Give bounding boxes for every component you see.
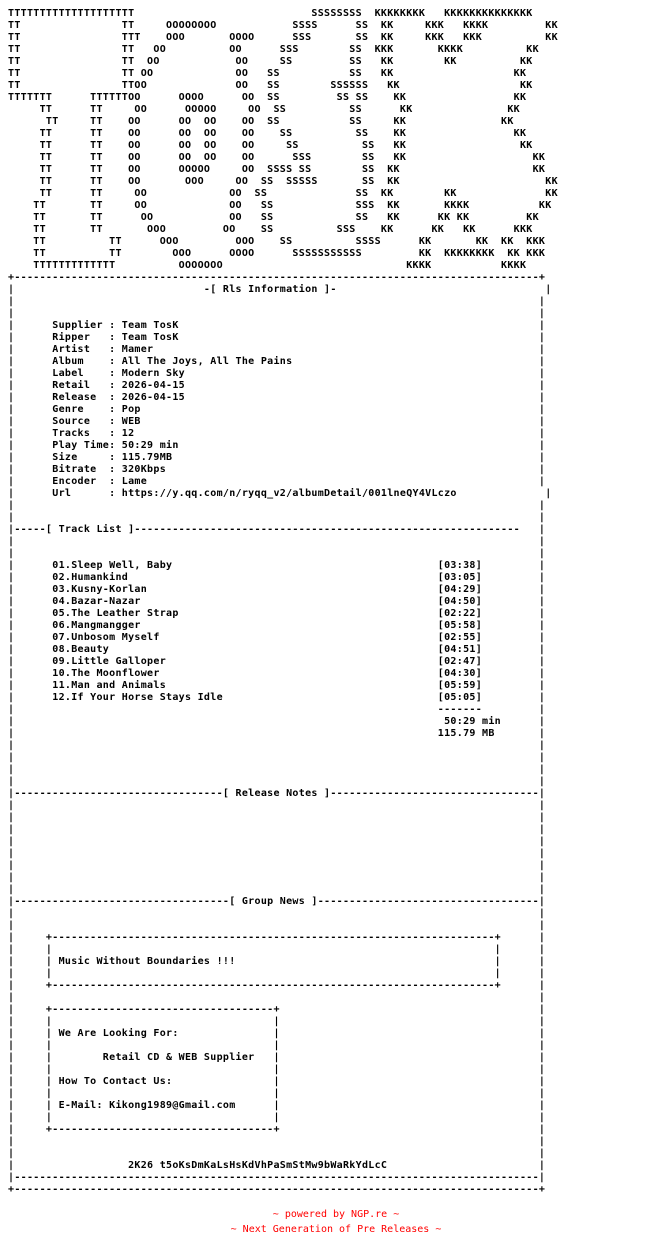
nfo-line: | ------- | [8,704,546,715]
nfo-line: | 03.Kusny-Korlan [04:29] | [8,584,546,595]
nfo-line: | | | | [8,1088,546,1099]
nfo-line: | Genre : Pop | [8,404,546,415]
nfo-line: | 12.If Your Horse Stays Idle [05:05] | [8,692,546,703]
nfo-line: | 05.The Leather Strap [02:22] | [8,608,546,619]
nfo-line: | Ripper : Team TosK | [8,332,546,343]
nfo-line: | | [8,992,546,1003]
nfo-line: TT TT OO OO OO OO SSS SS KK KK [8,152,546,163]
powered-by-footer: ~ powered by NGP.re ~ [272,1209,400,1220]
nfo-line: | +-----------------------------------+ | [8,1124,546,1135]
nfo-line: | Encoder : Lame | [8,476,546,487]
nfo-line: +-----------------------------------------------------------------------------------+ [8,272,546,283]
nfo-line: | | [8,1136,546,1147]
nfo-line: TT TT OO OO SS SSS KK KKKK KK [8,200,552,211]
nfo-line: TT TT OO OO SS SS KK KK KK KK [8,212,539,223]
nfo-line: | 06.Mangmangger [05:58] | [8,620,546,631]
nfo-line: | | [8,1148,546,1159]
nfo-line: | 02.Humankind [03:05] | [8,572,546,583]
nfo-line: TT TT OOOOOOOO SSSS SS KK KKK KKKK KK [8,20,558,31]
nfo-line: TT TT OOO OO SS SSS KK KK KK KKK [8,224,533,235]
nfo-line: | Artist : Mamer | [8,344,546,355]
nfo-line: | | | | [8,1040,546,1051]
nfo-line: | | [8,296,546,307]
nfo-line: | Album : All The Joys, All The Pains | [8,356,546,367]
nfo-line: | | [8,308,546,319]
nfo-line: +-----------------------------------------------------------------------------------+ [8,1184,546,1195]
nfo-line: TT TT OO OO SS SS KK KK KK [8,56,533,67]
nfo-line: | Size : 115.79MB | [8,452,546,463]
nfo-line: | | [8,860,546,871]
nfo-line: | | How To Contact Us: | | [8,1076,546,1087]
nfo-line: | 08.Beauty [04:51] | [8,644,546,655]
nfo-line: | | [8,800,546,811]
nfo-line: | | [8,824,546,835]
nfo-line: | | [8,908,546,919]
nfo-line: | | [8,776,546,787]
nfo-line: TT TT OO OO SS SS KK KK KK [8,188,558,199]
nfo-line: |---------------------------------[ Release Notes ]---------------------------------| [8,788,546,799]
nfo-line: |-----------------------------------------------------------------------------------| [8,1172,546,1183]
nfo-line: | Play Time: 50:29 min | [8,440,546,451]
nfo-line: | | | | [8,944,546,955]
nfo-line: | | [8,920,546,931]
nfo-line: | +-----------------------------------+ | [8,1004,546,1015]
nfo-line: | 01.Sleep Well, Baby [03:38] | [8,560,546,571]
nfo-line: | 04.Bazar-Nazar [04:50] | [8,596,546,607]
nfo-line: | 10.The Moonflower [04:30] | [8,668,546,679]
nfo-line: | 09.Little Galloper [02:47] | [8,656,546,667]
nfo-line: | +----------------------------------------------------------------------+ | [8,932,546,943]
nfo-line: | | | | [8,1064,546,1075]
nfo-line: | | | | [8,968,546,979]
nfo-line: TT TT OO OOO OO SS SSSSS SS KK KK [8,176,558,187]
nfo-line: | | | | [8,1016,546,1027]
nfo-line: TTTTTTT TTTTTTOO OOOO OO SS SS SS KK KK [8,92,527,103]
nfo-line: | 2K26 t5oKsDmKaLsHsKdVhPaSmStMw9bWaRkYdLcC | [8,1160,546,1171]
nfo-line: | Release : 2026-04-15 | [8,392,546,403]
nfo-line: | | We Are Looking For: | | [8,1028,546,1039]
nfo-line: | 50:29 min | [8,716,546,727]
nfo-line: | | [8,836,546,847]
nfo-line: TT TT OO OOOOO OO SS SS KK KK [8,104,520,115]
nfo-line: TT TTT OOO OOOO SSS SS KK KKK KKK KK [8,32,558,43]
nfo-line: | +----------------------------------------------------------------------+ | [8,980,546,991]
nfo-line: | Source : WEB | [8,416,546,427]
nfo-line: | Tracks : 12 | [8,428,546,439]
nfo-line: | Supplier : Team TosK | [8,320,546,331]
nfo-line: TT TT OO OO OO OO SS SS KK KK [8,140,533,151]
nfo-line: | 115.79 MB | [8,728,546,739]
nfo-line: | 11.Man and Animals [05:59] | [8,680,546,691]
nfo-line: |-----[ Track List ]------------------------------------------------------------- | [8,524,546,535]
nfo-line: |----------------------------------[ Group News ]-----------------------------------| [8,896,546,907]
nfo-line: | Retail : 2026-04-15 | [8,380,546,391]
nfo-line: | | Music Without Boundaries !!! | | [8,956,546,967]
nfo-line: | | [8,764,546,775]
nfo-line: | | [8,812,546,823]
nfo-line: | | [8,740,546,751]
nfo-line: | Label : Modern Sky | [8,368,546,379]
nfo-line: TT TT OO OO OO OO SS SS KK KK [8,128,527,139]
nfo-line: | | [8,548,546,559]
nfo-line: | -[ Rls Information ]- | [8,284,552,295]
nfo-text-block [8,8,558,1196]
nfo-line: | | Retail CD & WEB Supplier | | [8,1052,546,1063]
nfo-line: TTTTTTTTTTTTTTTTTTTT SSSSSSSS KKKKKKKK KKKKKKKKKKKKKK [8,8,533,19]
nfo-line: | | [8,872,546,883]
nfo-line: TT TT OO OOOOO OO SSSS SS SS KK KK [8,164,546,175]
nfo-line: | Bitrate : 320Kbps | [8,464,546,475]
nfo-line: | Url : https://y.qq.com/n/ryqq_v2/albumDetail/001lneQY4VLczo | [8,488,552,499]
nfo-line: TT TT OO OO SS SS KK KK [8,68,527,79]
nfo-line: | | [8,884,546,895]
nfo-line: | | E-Mail: Kikong1989@Gmail.com | | [8,1100,546,1111]
nfo-line: TTTTTTTTTTTTT OOOOOOO KKKK KKKK [8,260,527,271]
nfo-line: | | [8,512,546,523]
nfo-line: TT TT OOO OOOO SSSSSSSSSSS KK KKKKKKKK KK KKK [8,248,546,259]
nfo-line: | | [8,536,546,547]
tagline-footer: ~ Next Generation of Pre Releases ~ [230,1224,442,1235]
nfo-line: TT TT OOO OOO SS SSSS KK KK KK KKK [8,236,546,247]
nfo-line: | 07.Unbosom Myself [02:55] | [8,632,546,643]
nfo-line: TT TTOO OO SS SSSSSS KK KK [8,80,533,91]
nfo-line: | | [8,500,546,511]
nfo-line: TT TT OO OO SSS SS KKK KKKK KK [8,44,539,55]
nfo-line: | | [8,752,546,763]
nfo-line: TT TT OO OO OO OO SS SS KK KK [8,116,514,127]
nfo-line: | | | | [8,1112,546,1123]
nfo-line: | | [8,848,546,859]
